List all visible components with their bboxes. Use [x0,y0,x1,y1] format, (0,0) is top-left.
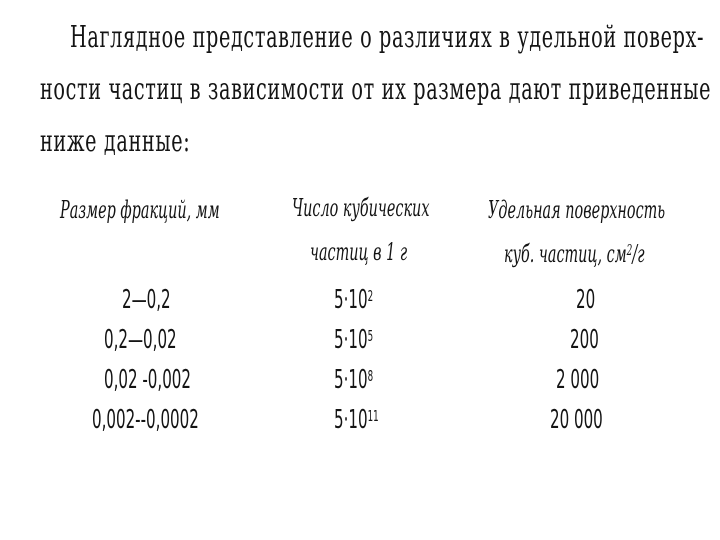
header-surface-unit-prefix: куб. частиц, см [504,240,627,268]
count-exponent: 2 [367,287,374,305]
header-particle-count-line-1: Число кубических [292,194,430,222]
header-particle-count-line-2: частиц в 1 г [310,238,408,266]
table-cell-surface: 200 [570,325,599,355]
intro-line-3: ниже данные: [40,124,191,159]
table-cell-surface: 2 000 [556,365,600,395]
table-cell-surface: 20 000 [550,405,603,435]
table-cell-surface: 20 [576,285,596,315]
count-exponent: 5 [367,327,374,345]
header-specific-surface-line-1: Удельная поверхность [488,196,666,224]
intro-line-1: Наглядное представление о различиях в удельной поверх- [70,20,705,55]
count-exponent: 11 [367,407,379,425]
count-base: 5·10 [334,285,368,315]
header-surface-unit-suffix: /г [632,240,645,268]
table-cell-size: 0,02 -0,002 [104,365,191,395]
table-cell-count [334,364,373,396]
table-cell-size: 0,2—0,02 [104,325,177,355]
intro-line-2: ности частиц в зависимости от их размера дают приведенные [40,72,712,107]
table-cell-count [334,404,379,436]
header-fraction-size: Размер фракций, мм [60,196,220,224]
header-specific-surface-line-2 [504,240,645,268]
count-base: 5·10 [334,405,368,435]
table-cell-count [334,284,373,316]
header-surface-unit-exponent: 2 [626,241,633,259]
table-cell-size: 2—0,2 [122,285,171,315]
count-base: 5·10 [334,365,368,395]
count-base: 5·10 [334,325,368,355]
count-exponent: 8 [367,367,374,385]
table-cell-count [334,324,373,356]
table-cell-size: 0,002--0,0002 [92,405,199,435]
